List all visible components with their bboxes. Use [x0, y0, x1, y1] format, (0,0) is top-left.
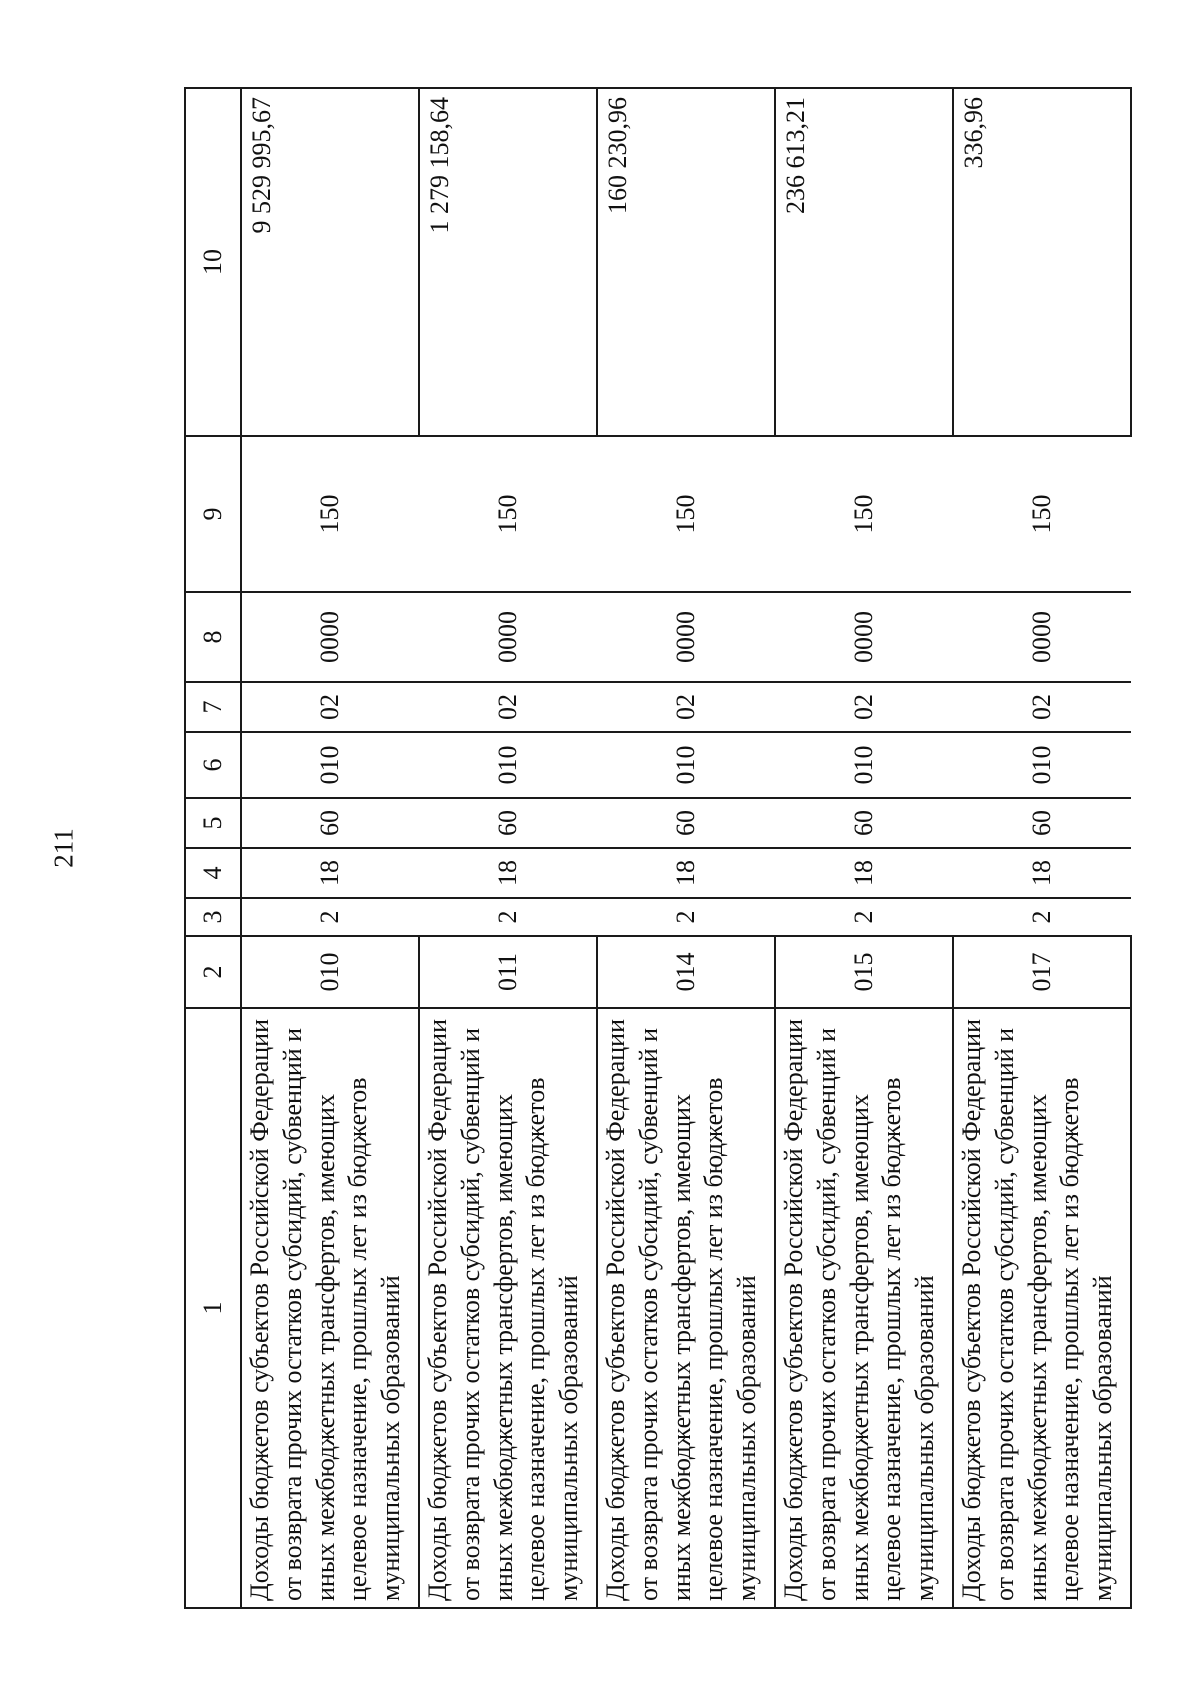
row-code-3: 2: [775, 898, 953, 936]
header-cell-7: 7: [185, 682, 241, 732]
header-cell-2: 2: [185, 936, 241, 1008]
row-code-3: 2: [597, 898, 775, 936]
table-row: [597, 88, 775, 1608]
table-row: [241, 88, 419, 1608]
row-code-5: 60: [419, 798, 597, 848]
row-code-4: 18: [775, 848, 953, 898]
row-code-9: 150: [775, 436, 953, 592]
row-description: Доходы бюджетов субъектов Российской Федерации от возврата прочих остатков субсидий, субвенций и иных межбюджетных трансфертов, имеющих целевое назначение, прошлых лет из бюджетов муниципальных образований: [953, 1008, 1131, 1608]
row-code-9: 150: [241, 436, 419, 592]
table-row: [419, 88, 597, 1608]
table-row: [775, 88, 953, 1608]
row-code-4: 18: [419, 848, 597, 898]
page-number-text: 211: [48, 828, 79, 868]
row-code-9: 150: [419, 436, 597, 592]
row-code-8: 0000: [597, 592, 775, 682]
header-cell-9: 9: [185, 436, 241, 592]
row-description: Доходы бюджетов субъектов Российской Федерации от возврата прочих остатков субсидий, субвенций и иных межбюджетных трансфертов, имеющих целевое назначение, прошлых лет из бюджетов муниципальных образований: [241, 1008, 419, 1608]
row-code-6: 010: [597, 732, 775, 798]
row-code-2: 014: [597, 936, 775, 1008]
row-code-8: 0000: [241, 592, 419, 682]
row-code-2: 017: [953, 936, 1131, 1008]
header-cell-1: 1: [185, 1008, 241, 1608]
row-amount: 236 613,21: [775, 88, 953, 436]
row-code-9: 150: [597, 436, 775, 592]
row-code-6: 010: [953, 732, 1131, 798]
header-cell-8: 8: [185, 592, 241, 682]
header-cell-3: 3: [185, 898, 241, 936]
header-cell-5: 5: [185, 798, 241, 848]
row-amount: 1 279 158,64: [419, 88, 597, 436]
header-cell-6: 6: [185, 732, 241, 798]
row-code-3: 2: [419, 898, 597, 936]
header-cell-4: 4: [185, 848, 241, 898]
row-code-8: 0000: [953, 592, 1131, 682]
row-code-2: 011: [419, 936, 597, 1008]
budget-revenue-table: [184, 87, 1132, 1609]
row-amount: 160 230,96: [597, 88, 775, 436]
row-code-5: 60: [241, 798, 419, 848]
row-code-6: 010: [419, 732, 597, 798]
header-cell-10: 10: [185, 88, 241, 436]
row-amount: 9 529 995,67: [241, 88, 419, 436]
row-code-2: 015: [775, 936, 953, 1008]
row-code-3: 2: [953, 898, 1131, 936]
row-code-4: 18: [597, 848, 775, 898]
row-code-7: 02: [775, 682, 953, 732]
row-code-6: 010: [241, 732, 419, 798]
row-code-5: 60: [953, 798, 1131, 848]
row-code-7: 02: [241, 682, 419, 732]
row-code-8: 0000: [419, 592, 597, 682]
row-code-7: 02: [419, 682, 597, 732]
row-description: Доходы бюджетов субъектов Российской Федерации от возврата прочих остатков субсидий, субвенций и иных межбюджетных трансфертов, имеющих целевое назначение, прошлых лет из бюджетов муниципальных образований: [597, 1008, 775, 1608]
row-code-8: 0000: [775, 592, 953, 682]
row-code-9: 150: [953, 436, 1131, 592]
row-amount: 336,96: [953, 88, 1131, 436]
row-description: Доходы бюджетов субъектов Российской Федерации от возврата прочих остатков субсидий, субвенций и иных межбюджетных трансфертов, имеющих целевое назначение, прошлых лет из бюджетов муниципальных образований: [419, 1008, 597, 1608]
row-code-5: 60: [775, 798, 953, 848]
row-code-7: 02: [597, 682, 775, 732]
row-code-5: 60: [597, 798, 775, 848]
table-row: [953, 88, 1131, 1608]
row-code-3: 2: [241, 898, 419, 936]
row-code-4: 18: [953, 848, 1131, 898]
header-row: [185, 88, 241, 1608]
row-code-7: 02: [953, 682, 1131, 732]
row-code-2: 010: [241, 936, 419, 1008]
row-code-6: 010: [775, 732, 953, 798]
row-description: Доходы бюджетов субъектов Российской Федерации от возврата прочих остатков субсидий, субвенций и иных межбюджетных трансфертов, имеющих целевое назначение, прошлых лет из бюджетов муниципальных образований: [775, 1008, 953, 1608]
row-code-4: 18: [241, 848, 419, 898]
